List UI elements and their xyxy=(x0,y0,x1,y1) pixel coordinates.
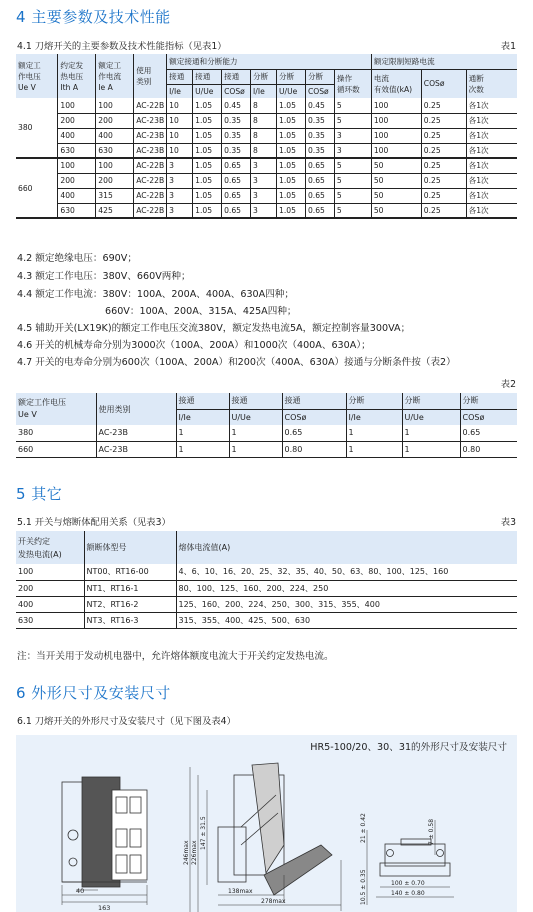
t1-cell: AC-22B xyxy=(134,98,167,113)
para-4-2: 4.2 额定绝缘电压：690V； xyxy=(17,253,137,264)
table-row xyxy=(16,564,517,580)
dim-140: 140 ± 0.80 xyxy=(391,890,425,897)
t1-cell: 0.45 xyxy=(222,98,251,113)
t1-cell: 8 xyxy=(251,98,277,113)
t1-cell: 0.35 xyxy=(305,128,334,143)
t1-cell: 0.65 xyxy=(222,158,251,173)
t2-cell: 1 xyxy=(229,425,282,441)
t2-h-top-3: 接通 xyxy=(282,393,346,409)
t1-cell: 3 xyxy=(167,173,193,188)
t3-header-2: 额断体型号 xyxy=(84,531,176,564)
t1-cell: 0.65 xyxy=(305,173,334,188)
t1-cell: 1.05 xyxy=(277,128,306,143)
t1-cell: 1.05 xyxy=(193,128,222,143)
t1-sub2-1: I/Ie xyxy=(167,84,193,98)
t2-cell: 1 xyxy=(402,441,460,457)
dim-100: 100 ± 0.70 xyxy=(391,880,425,887)
t1-cell: 400 xyxy=(58,188,96,203)
t3-cell: 315、355、400、425、500、630 xyxy=(176,612,517,628)
dim-7: 7 ± 0.58 xyxy=(428,818,435,845)
para-4-4a: 4.4 额定工作电流：380V：100A、200A、400A、630A四种； xyxy=(17,289,294,300)
t2-body xyxy=(16,425,517,457)
t3-header-1: 开关约定 发热电流(A) xyxy=(16,531,84,564)
t3-cell: NT1、RT16-1 xyxy=(84,580,176,596)
t2-cell: AC-23B xyxy=(96,425,176,441)
side-view-handle xyxy=(252,763,284,873)
t1-cell: 各1次 xyxy=(466,143,517,158)
t1-cell: 1.05 xyxy=(277,158,306,173)
t1-sub-make-1: 接通 xyxy=(167,69,193,84)
figure-title: HR5-100/20、30、31的外形尺寸及安装尺寸 xyxy=(310,742,507,753)
t1-cell: 5 xyxy=(334,158,371,173)
t1-ue-cell: 380 xyxy=(16,98,58,158)
table-row xyxy=(16,98,517,113)
t3-cell: 100 xyxy=(16,564,84,580)
t3-cell: NT00、RT16-00 xyxy=(84,564,176,580)
table-1 xyxy=(16,54,517,219)
t1-cell: 0.25 xyxy=(421,173,466,188)
para-4-4b: 660V：100A、200A、315A、425A四种； xyxy=(105,306,297,317)
table1-number: 表1 xyxy=(500,41,516,52)
t2-h-bot-2: U/Ue xyxy=(229,409,282,425)
t1-cell: 100 xyxy=(371,128,421,143)
t1-cell: 200 xyxy=(96,173,134,188)
t1-cell: 1.05 xyxy=(193,203,222,218)
t1-cell: AC-23B xyxy=(134,128,167,143)
t2-h-bot-1: I/Ie xyxy=(176,409,229,425)
t2-cell: 0.80 xyxy=(460,441,517,457)
table-row xyxy=(16,113,517,128)
t1-cell: 5 xyxy=(334,203,371,218)
t1-sub-break-2: 分断 xyxy=(277,69,306,84)
dim-21: 21 ± 0.42 xyxy=(360,813,367,843)
t1-cell: 10 xyxy=(167,98,193,113)
t1-sub2-2: U/Ue xyxy=(193,84,222,98)
t1-cell: 50 xyxy=(371,188,421,203)
t1-cell: 1.05 xyxy=(193,173,222,188)
t1-cell: 3 xyxy=(167,158,193,173)
t1-header-ie: 额定工 作电流 Ie A xyxy=(96,54,134,98)
t1-cell: 0.65 xyxy=(305,203,334,218)
t1-cell: 3 xyxy=(251,173,277,188)
t1-sub-make-2: 接通 xyxy=(193,69,222,84)
t3-cell: 125、160、200、224、250、300、315、355、400 xyxy=(176,596,517,612)
t1-cell: 8 xyxy=(251,128,277,143)
para-4-7: 4.7 开关的电寿命分别为600次（100A、200A）和200次（400A、630A）接通与分断条件按（表2） xyxy=(17,357,456,368)
table-row xyxy=(16,203,517,218)
t1-cell: 5 xyxy=(334,113,371,128)
table1-caption: 4.1 刀熔开关的主要参数及技术性能指标（见表1） xyxy=(17,41,227,52)
t1-cell: 100 xyxy=(371,98,421,113)
t1-cell: 0.25 xyxy=(421,188,466,203)
t2-h-top-1: 接通 xyxy=(176,393,229,409)
t1-cell: 10 xyxy=(167,113,193,128)
t1-header-ops: 操作 循环数 xyxy=(334,69,371,98)
table-row xyxy=(16,173,517,188)
t1-cell: 1.05 xyxy=(277,143,306,158)
t1-cell: 0.25 xyxy=(421,143,466,158)
t2-cell: 1 xyxy=(176,441,229,457)
t1-cell: 100 xyxy=(371,143,421,158)
t1-cell: AC-23B xyxy=(134,113,167,128)
t1-cell: 630 xyxy=(58,143,96,158)
t1-cell: 1.05 xyxy=(277,98,306,113)
t1-cell: 各1次 xyxy=(466,173,517,188)
t3-body xyxy=(16,564,517,628)
t1-cell: 3 xyxy=(334,143,371,158)
t2-h-bot-4: I/Ie xyxy=(346,409,402,425)
t1-cell: 315 xyxy=(96,188,134,203)
t1-cell: 各1次 xyxy=(466,113,517,128)
t1-cell: 425 xyxy=(96,203,134,218)
t2-cell: 0.80 xyxy=(282,441,346,457)
t1-cell: 200 xyxy=(96,113,134,128)
t1-cell: 0.65 xyxy=(222,203,251,218)
t1-header-current: 电流 有效值(kA) xyxy=(371,69,421,98)
table2-number: 表2 xyxy=(500,379,516,390)
t1-cell: 1.05 xyxy=(277,173,306,188)
t1-cell: 100 xyxy=(371,113,421,128)
table3-caption: 5.1 开关与熔断体配用关系（见表3） xyxy=(17,517,171,528)
t1-cell: 1.05 xyxy=(193,98,222,113)
t1-sub2-5: U/Ue xyxy=(277,84,306,98)
t2-h-top-5: 分断 xyxy=(402,393,460,409)
table-row xyxy=(16,580,517,596)
t1-cell: AC-22B xyxy=(134,203,167,218)
t1-header-category: 使用 类别 xyxy=(134,54,167,98)
t1-cell: 0.25 xyxy=(421,158,466,173)
t2-cell: 1 xyxy=(346,441,402,457)
t1-cell: 100 xyxy=(96,158,134,173)
t1-cell: 200 xyxy=(58,113,96,128)
t1-header-group1: 额定接通和分断能力 xyxy=(167,54,372,69)
t1-cell: 1.05 xyxy=(277,188,306,203)
t3-cell: NT2、RT16-2 xyxy=(84,596,176,612)
t3-cell: 80、100、125、160、200、224、250 xyxy=(176,580,517,596)
t1-cell: 0.35 xyxy=(305,143,334,158)
t1-sub-make-3: 接通 xyxy=(222,69,251,84)
para-4-5: 4.5 辅助开关(LX19K)的额定工作电压交流380V，额定发热电流5A，额定控制容量300VA； xyxy=(17,323,411,334)
t1-cell: 0.35 xyxy=(222,128,251,143)
t1-cell: 1.05 xyxy=(193,143,222,158)
t1-sub-break-1: 分断 xyxy=(251,69,277,84)
table-2 xyxy=(16,393,517,458)
t1-cell: 8 xyxy=(251,143,277,158)
t1-sub2-3: COSø xyxy=(222,84,251,98)
dim-226: 226max xyxy=(191,840,198,865)
t3-cell: 400 xyxy=(16,596,84,612)
t1-cell: AC-22B xyxy=(134,173,167,188)
t2-h-top-6: 分断 xyxy=(460,393,517,409)
dim-163: 163 xyxy=(98,904,111,912)
table-row xyxy=(16,128,517,143)
section-4-title: 4 主要参数及技术性能 xyxy=(16,8,171,26)
para-4-6: 4.6 开关的机械寿命分别为3000次（100A、200A）和1000次（400A、630A）； xyxy=(17,340,371,351)
t1-header-cos: COSø xyxy=(421,69,466,98)
t2-cell: 1 xyxy=(176,425,229,441)
table-row xyxy=(16,158,517,173)
t2-cell: 1 xyxy=(229,441,282,457)
t1-ue-cell: 660 xyxy=(16,158,58,218)
t1-cell: 3 xyxy=(251,203,277,218)
t2-cell: 0.65 xyxy=(282,425,346,441)
para-4-3: 4.3 额定工作电压：380V、660V两种； xyxy=(17,271,191,282)
t2-cell: 380 xyxy=(16,425,96,441)
t1-cell: 630 xyxy=(58,203,96,218)
dim-40: 40 xyxy=(76,887,85,895)
t2-header-ue: 额定工作电压 Ue V xyxy=(16,393,96,425)
t1-body xyxy=(16,98,517,218)
t1-cell: 0.35 xyxy=(305,113,334,128)
t2-cell: 1 xyxy=(402,425,460,441)
t1-cell: 1.05 xyxy=(193,113,222,128)
t3-cell: 200 xyxy=(16,580,84,596)
t1-cell: 3 xyxy=(334,128,371,143)
t1-cell: 1.05 xyxy=(193,188,222,203)
dimension-drawing xyxy=(16,735,517,912)
t1-header-group2: 额定限制短路电流 xyxy=(371,54,517,69)
t2-h-top-4: 分断 xyxy=(346,393,402,409)
t1-cell: 50 xyxy=(371,173,421,188)
t1-header-count: 通断 次数 xyxy=(466,69,517,98)
t2-h-top-2: 接通 xyxy=(229,393,282,409)
t1-cell: 各1次 xyxy=(466,158,517,173)
dim-147: 147 ± 31.5 xyxy=(200,816,207,850)
t1-sub-break-3: 分断 xyxy=(305,69,334,84)
t1-cell: 200 xyxy=(58,173,96,188)
table-row xyxy=(16,188,517,203)
t1-header-ith: 约定发 热电压 Ith A xyxy=(58,54,96,98)
table-row xyxy=(16,143,517,158)
table3-number: 表3 xyxy=(500,517,516,528)
table-row xyxy=(16,596,517,612)
t1-cell: 400 xyxy=(96,128,134,143)
t1-cell: 0.25 xyxy=(421,128,466,143)
t3-cell: NT3、RT16-3 xyxy=(84,612,176,628)
t3-cell: 4、6、10、16、20、25、32、35、40、50、63、80、100、125、160 xyxy=(176,564,517,580)
t1-cell: 1.05 xyxy=(193,158,222,173)
note: 注：当开关用于发动机电器中，允许熔体额度电流大于开关约定发热电流。 xyxy=(17,651,334,662)
table-row xyxy=(16,425,517,441)
t2-cell: 660 xyxy=(16,441,96,457)
t1-sub2-6: COSø xyxy=(305,84,334,98)
table-row xyxy=(16,612,517,628)
dim-246: 246max xyxy=(183,840,190,865)
t1-sub2-4: I/Ie xyxy=(251,84,277,98)
t1-cell: 400 xyxy=(58,128,96,143)
t1-cell: 8 xyxy=(251,113,277,128)
t2-cell: 0.65 xyxy=(460,425,517,441)
t1-cell: 0.45 xyxy=(305,98,334,113)
t1-cell: AC-22B xyxy=(134,188,167,203)
t1-cell: 0.65 xyxy=(305,158,334,173)
t1-cell: 各1次 xyxy=(466,128,517,143)
t3-cell: 630 xyxy=(16,612,84,628)
t1-cell: 0.25 xyxy=(421,203,466,218)
t1-cell: 5 xyxy=(334,188,371,203)
t1-cell: 5 xyxy=(334,173,371,188)
t1-cell: 3 xyxy=(251,188,277,203)
t2-h-bot-5: U/Ue xyxy=(402,409,460,425)
t1-cell: 630 xyxy=(96,143,134,158)
t1-cell: 10 xyxy=(167,143,193,158)
t2-cell: 1 xyxy=(346,425,402,441)
section-6-title: 6 外形尺寸及安装尺寸 xyxy=(16,684,171,702)
t1-cell: 5 xyxy=(334,98,371,113)
t1-cell: 0.35 xyxy=(222,113,251,128)
t1-cell: 0.35 xyxy=(222,143,251,158)
t1-cell: 100 xyxy=(58,98,96,113)
t1-cell: 50 xyxy=(371,203,421,218)
t2-h-bot-3: COSø xyxy=(282,409,346,425)
t1-cell: 各1次 xyxy=(466,203,517,218)
t1-cell: 0.65 xyxy=(222,173,251,188)
table-3 xyxy=(16,531,517,629)
t1-cell: 1.05 xyxy=(277,113,306,128)
t1-header-ue: 额定工 作电压 Ue V xyxy=(16,54,58,98)
t2-h-bot-6: COSø xyxy=(460,409,517,425)
t1-cell: 10 xyxy=(167,128,193,143)
t1-cell: 1.05 xyxy=(277,203,306,218)
section-5-title: 5 其它 xyxy=(16,485,63,503)
t2-cell: AC-23B xyxy=(96,441,176,457)
t1-cell: 3 xyxy=(167,203,193,218)
t1-cell: 0.25 xyxy=(421,113,466,128)
t1-cell: 3 xyxy=(251,158,277,173)
t1-cell: 50 xyxy=(371,158,421,173)
t1-cell: AC-22B xyxy=(134,158,167,173)
table-row xyxy=(16,441,517,457)
t1-cell: 100 xyxy=(96,98,134,113)
t1-cell: 0.25 xyxy=(421,98,466,113)
figure-caption-6-1: 6.1 刀熔开关的外形尺寸及安装尺寸（见下图及表4） xyxy=(17,716,236,727)
dim-138: 138max xyxy=(228,888,253,895)
t1-cell: 0.65 xyxy=(305,188,334,203)
t1-cell: AC-23B xyxy=(134,143,167,158)
t1-cell: 各1次 xyxy=(466,188,517,203)
t3-header-3: 熔体电流值(A) xyxy=(176,531,517,564)
t1-cell: 3 xyxy=(167,188,193,203)
t1-cell: 各1次 xyxy=(466,98,517,113)
dim-10-5: 10.5 ± 0.35 xyxy=(360,869,367,905)
t2-header-category: 使用类别 xyxy=(96,393,176,425)
dimension-figure xyxy=(16,735,517,912)
dim-278: 278max xyxy=(261,898,286,905)
t1-cell: 100 xyxy=(58,158,96,173)
t1-cell: 0.65 xyxy=(222,188,251,203)
